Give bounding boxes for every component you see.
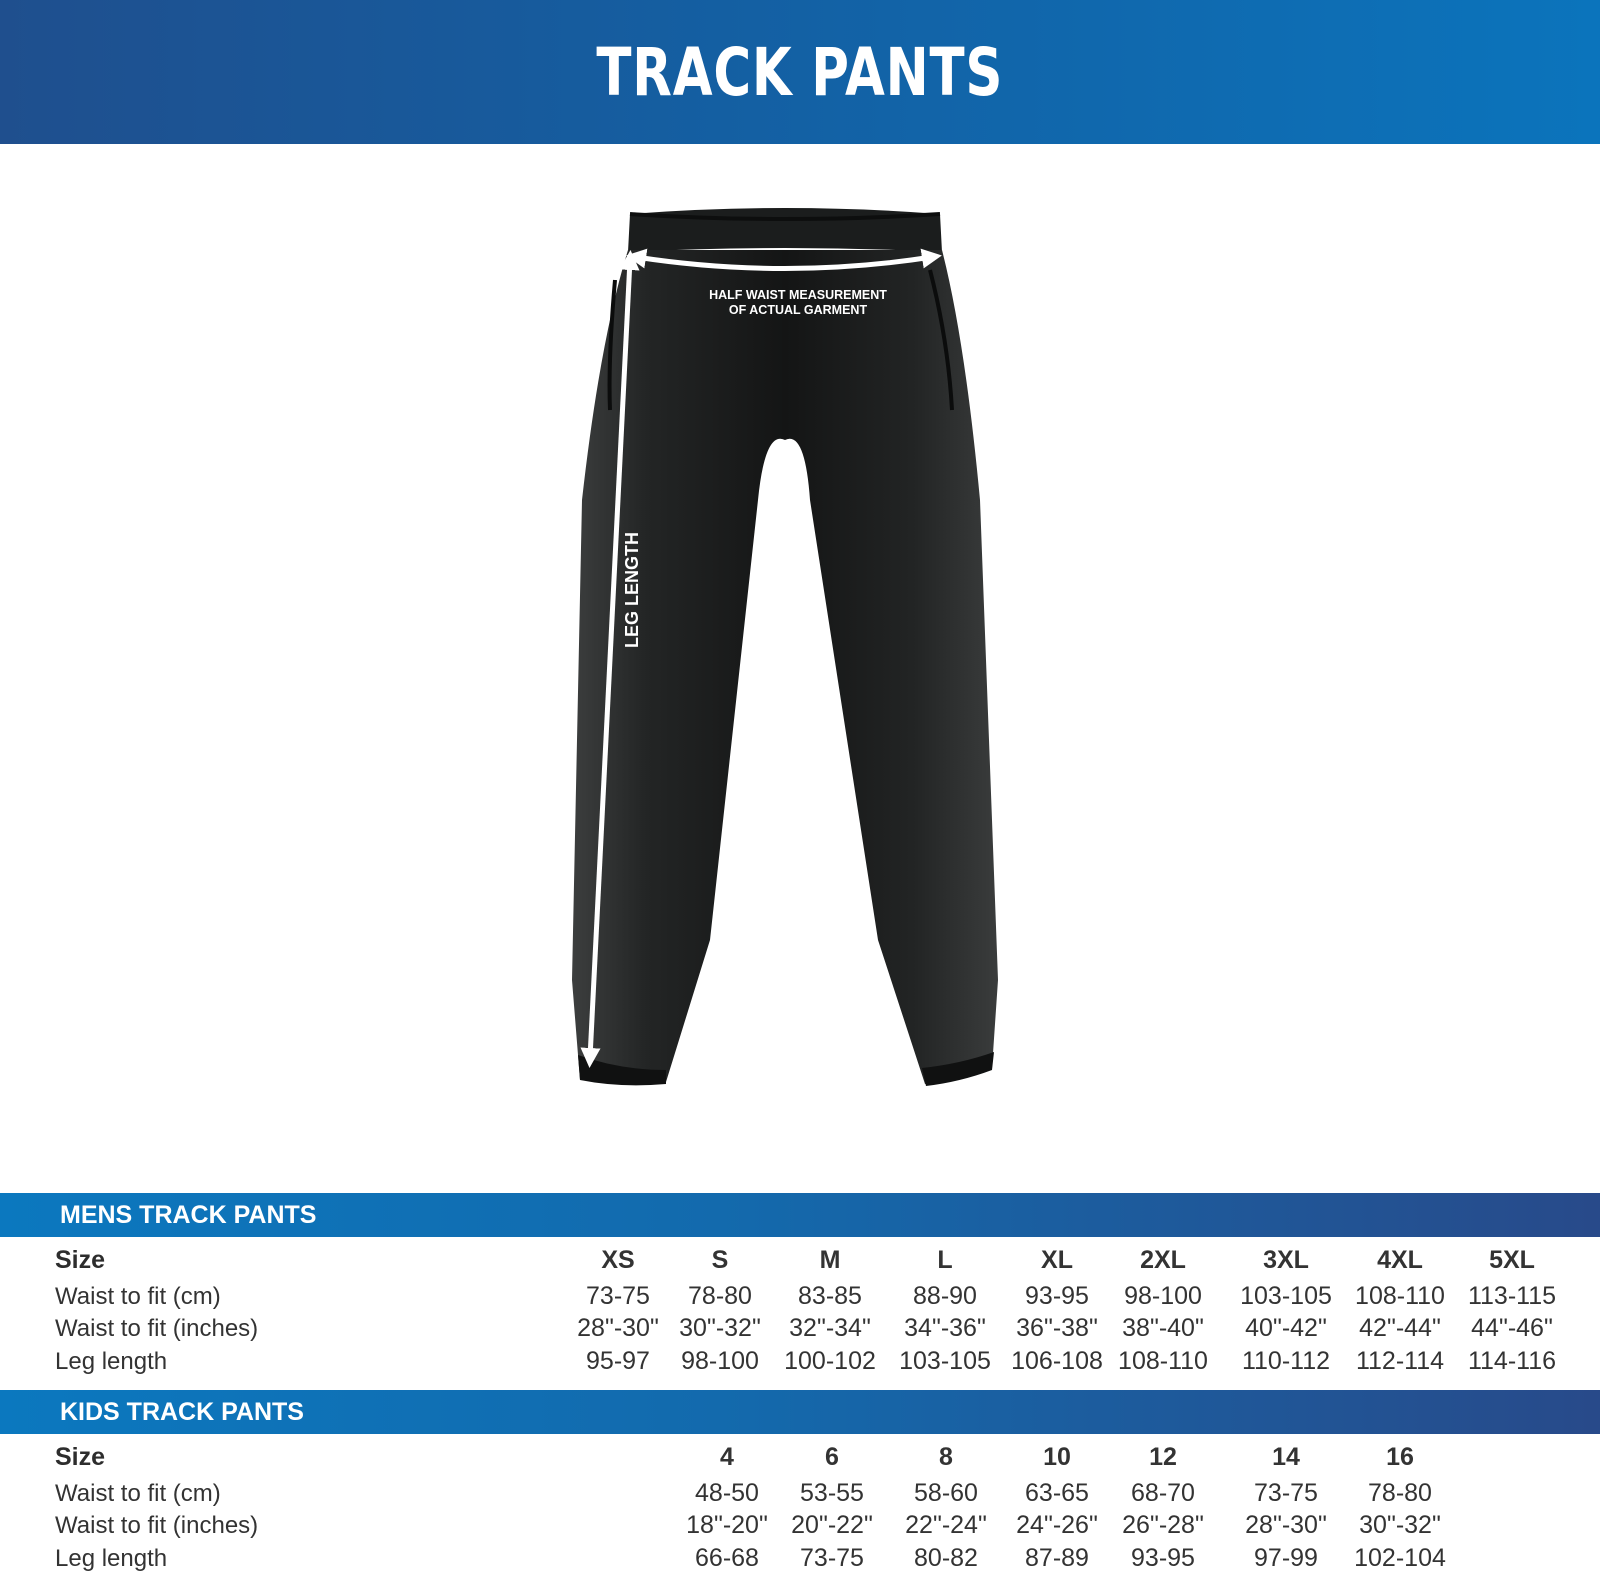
table-cell: 98-100 <box>1124 1282 1202 1310</box>
table-cell: 73-75 <box>800 1544 864 1572</box>
table-cell: 93-95 <box>1025 1282 1089 1310</box>
track-pants-illustration <box>560 200 1030 1110</box>
row-label: Waist to fit (inches) <box>55 1512 259 1539</box>
size-header-cell: 16 <box>1386 1443 1414 1471</box>
waist-label-line2: OF ACTUAL GARMENT <box>728 303 868 317</box>
row-label: Size <box>55 1443 106 1471</box>
table-cell: 87-89 <box>1025 1544 1089 1572</box>
waist-label-line1: HALF WAIST MEASUREMENT <box>709 288 887 302</box>
row-label: Leg length <box>55 1348 168 1375</box>
table-cell: 36"-38" <box>1016 1314 1098 1342</box>
right-leg <box>785 250 998 1084</box>
table-cell: 66-68 <box>695 1544 759 1572</box>
table-cell: 18"-20" <box>686 1511 768 1539</box>
table-cell: 83-85 <box>798 1282 862 1310</box>
table-cell: 58-60 <box>914 1479 978 1507</box>
table-cell: 40"-42" <box>1245 1314 1327 1342</box>
table-cell: 108-110 <box>1355 1282 1445 1310</box>
left-leg <box>572 250 785 1082</box>
table-row <box>0 1477 1600 1510</box>
table-cell: 53-55 <box>800 1479 864 1507</box>
table-cell: 20"-22" <box>791 1511 873 1539</box>
size-header-cell: 14 <box>1272 1443 1300 1471</box>
table-cell: 42"-44" <box>1359 1314 1441 1342</box>
table-row <box>0 1280 1600 1313</box>
table-cell: 108-110 <box>1118 1347 1208 1375</box>
table-cell: 102-104 <box>1354 1544 1446 1572</box>
table-cell: 48-50 <box>695 1479 759 1507</box>
size-header-cell: L <box>937 1246 953 1274</box>
table-cell: 68-70 <box>1131 1479 1195 1507</box>
table-cell: 63-65 <box>1025 1479 1089 1507</box>
size-header-cell: 6 <box>825 1443 839 1471</box>
table-cell: 32"-34" <box>789 1314 871 1342</box>
kids-section-header <box>0 1390 1600 1434</box>
row-label: Size <box>55 1246 106 1274</box>
table-cell: 103-105 <box>899 1347 991 1375</box>
table-cell: 78-80 <box>1368 1479 1432 1507</box>
table-cell: 97-99 <box>1254 1544 1318 1572</box>
size-header-cell: 8 <box>939 1443 953 1471</box>
table-cell: 28"-30" <box>1245 1511 1327 1539</box>
title-banner <box>0 0 1600 144</box>
leg-length-label: LEG LENGTH <box>622 532 642 648</box>
table-row <box>0 1441 1600 1474</box>
kids-heading: KIDS TRACK PANTS <box>60 1398 304 1426</box>
table-cell: 44"-46" <box>1471 1314 1553 1342</box>
table-cell: 80-82 <box>914 1544 978 1572</box>
row-label: Waist to fit (inches) <box>55 1315 259 1342</box>
table-cell: 28"-30" <box>577 1314 659 1342</box>
size-header-cell: 3XL <box>1263 1246 1309 1274</box>
table-cell: 110-112 <box>1241 1347 1331 1375</box>
table-row <box>0 1345 1600 1378</box>
mens-heading: MENS TRACK PANTS <box>60 1201 317 1229</box>
size-header-cell: 10 <box>1043 1443 1071 1471</box>
row-label: Waist to fit (cm) <box>55 1283 221 1310</box>
table-cell: 22"-24" <box>905 1511 987 1539</box>
table-cell: 98-100 <box>681 1347 759 1375</box>
page-title: TRACK PANTS <box>596 33 1004 111</box>
table-cell: 103-105 <box>1240 1282 1332 1310</box>
size-header-cell: XS <box>601 1246 635 1274</box>
size-header-cell: M <box>819 1246 841 1274</box>
table-cell: 114-116 <box>1467 1347 1557 1375</box>
table-cell: 24"-26" <box>1016 1511 1098 1539</box>
table-row <box>0 1542 1600 1575</box>
size-header-cell: 12 <box>1149 1443 1177 1471</box>
table-row <box>0 1244 1600 1277</box>
size-header-cell: XL <box>1041 1246 1073 1274</box>
size-header-cell: 2XL <box>1140 1246 1186 1274</box>
row-label: Waist to fit (cm) <box>55 1480 221 1507</box>
size-header-cell: 4 <box>720 1443 734 1471</box>
table-cell: 100-102 <box>784 1347 876 1375</box>
table-row <box>0 1509 1600 1542</box>
size-header-cell: 5XL <box>1489 1246 1535 1274</box>
table-cell: 113-115 <box>1467 1282 1557 1310</box>
table-row <box>0 1312 1600 1345</box>
table-cell: 73-75 <box>586 1282 650 1310</box>
table-cell: 30"-32" <box>679 1314 761 1342</box>
table-cell: 93-95 <box>1131 1544 1195 1572</box>
row-label: Leg length <box>55 1545 168 1572</box>
table-cell: 73-75 <box>1254 1479 1318 1507</box>
table-cell: 26"-28" <box>1122 1511 1204 1539</box>
table-cell: 95-97 <box>586 1347 650 1375</box>
mens-section-header <box>0 1193 1600 1237</box>
size-header-cell: 4XL <box>1377 1246 1423 1274</box>
table-cell: 38"-40" <box>1122 1314 1204 1342</box>
table-cell: 112-114 <box>1355 1347 1445 1375</box>
table-cell: 34"-36" <box>904 1314 986 1342</box>
table-cell: 78-80 <box>688 1282 752 1310</box>
table-cell: 106-108 <box>1011 1347 1103 1375</box>
size-header-cell: S <box>711 1246 729 1274</box>
table-cell: 30"-32" <box>1359 1511 1441 1539</box>
table-cell: 88-90 <box>913 1282 977 1310</box>
